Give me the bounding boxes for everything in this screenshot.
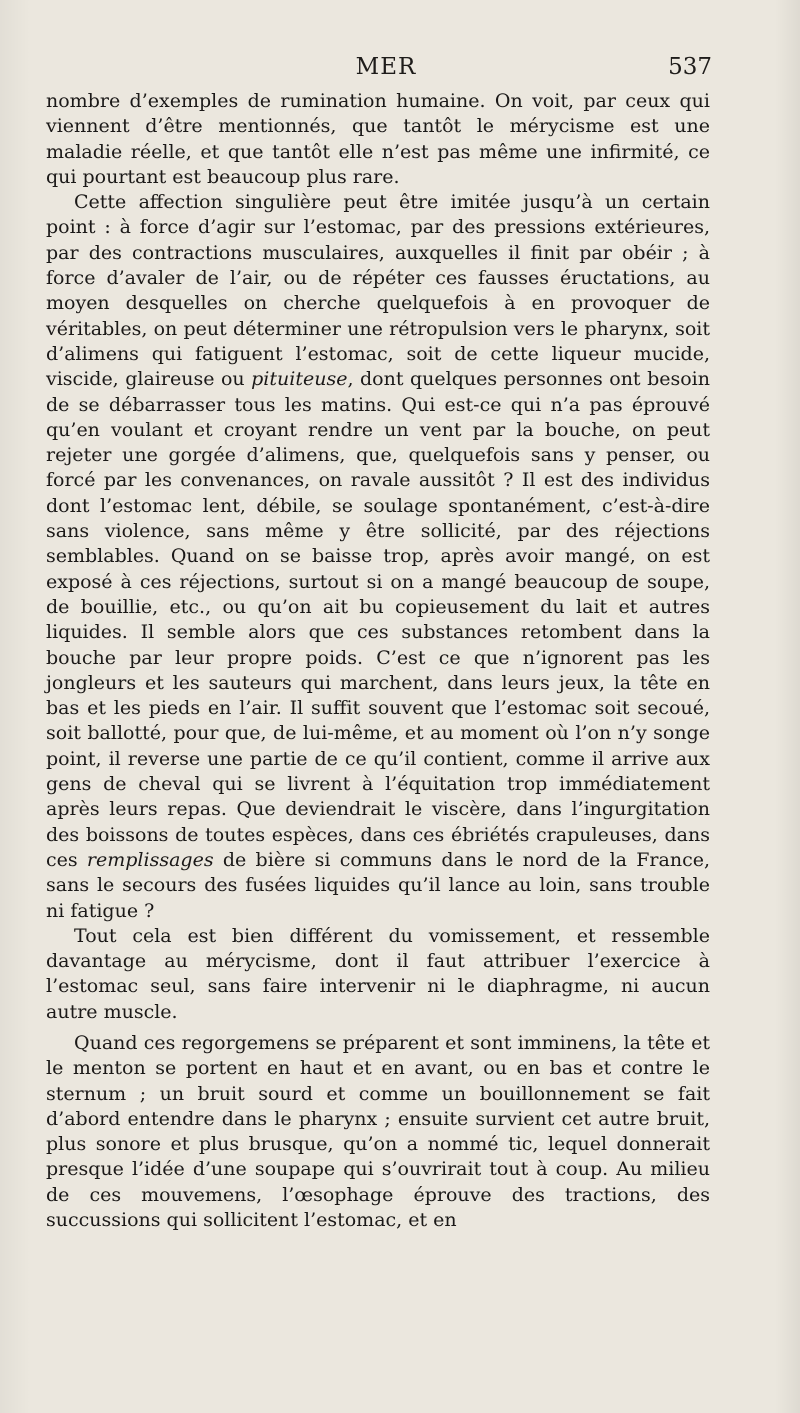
paragraph <box>46 190 710 924</box>
text-segment: de bière si communs dans le nord de la France, sans le secours des fusées liquides qu’il lance au loin, sans trouble ni fatigue ? <box>46 848 710 922</box>
text-segment: Cette affection singulière peut être imitée jusqu’à un certain point : à force d’agir sur l’estomac, par des pressions extérieures, par des contractions musculaires, auxquelles il finit par obéir ; à force d’avaler de l’air, ou de répéter ces fausses éructations, au moyen desquelles on cherche quelquefois à en provoquer de véritables, on peut déterminer une rétropulsion vers le pharynx, soit d’alimens qui fatiguent l’estomac, soit de cette liqueur mucide, viscide, glaireuse ou <box>46 191 710 391</box>
text-segment: Tout cela est bien différent du vomissement, et ressemble davantage au mérycisme, dont il faut attribuer l’exercice à l’estomac seul, sans faire intervenir ni le diaphragme, ni aucun autre muscle. <box>46 924 710 1023</box>
text-segment: , dont quelques personnes ont besoin de se débarrasser tous les matins. Qui est-ce qui n’a pas éprouvé qu’en voulant et croyant rendre un vent par la bouche, on peut rejeter une gorgée d’alimens, que, quelquefois sans y penser, ou forcé par les convenances, on ravale aussitôt ? Il est des individus dont l’estomac lent, débile, se soulage spontanément, c’est-à-dire sans violence, sans même y être sollicité, par des réjections semblables. Quand on se baisse trop, après avoir mangé, on est exposé à ces réjections, surtout si on a mangé beaucoup de soupe, de bouillie, etc., ou qu’on ait bu copieusement du lait et autres liquides. Il semble alors que ces substances retombent dans la bouche par leur propre poids. C’est ce que n’ignorent pas les jongleurs et les sauteurs qui marchent, dans leurs jeux, la tête en bas et les pieds en l’air. Il suffit souvent que l’estomac soit secoué, soit ballotté, pour que, de lui-même, et au moment où l’on n’y songe point, il reverse une partie de ce qu’il contient, comme il arrive aux gens de cheval qui se livrent à l’équitation trop immédiatement après leurs repas. Que deviendrait le viscère, dans l’ingurgitation des boissons de toutes espèces, dans ces ébriétés crapuleuses, dans ces <box>46 368 710 871</box>
italic-term: pituiteuse <box>251 368 348 391</box>
paragraph <box>46 1031 710 1233</box>
italic-term: remplissages <box>86 848 214 871</box>
paragraph <box>46 89 710 190</box>
body-text <box>46 89 710 1233</box>
running-head-title: MER <box>355 54 417 80</box>
running-head <box>44 52 712 92</box>
page-number: 537 <box>668 54 712 80</box>
text-segment: nombre d’exemples de rumination humaine. On voit, par ceux qui viennent d’être mentionnés, que tantôt le mérycisme est une maladie réelle, et que tantôt elle n’est pas même une infirmité, ce qui pourtant est beaucoup plus rare. <box>46 90 710 188</box>
text-segment: Quand ces regorgemens se préparent et sont imminens, la tête et le menton se portent en haut et en avant, ou en bas et contre le sternum ; un bruit sourd et comme un bouillonnement se fait d’abord entendre dans le pharynx ; ensuite survient cet autre bruit, plus sonore et plus brusque, qu’on a nommé tic, lequel donnerait presque l’idée d’une soupape qui s’ouvrirait tout à coup. Au milieu de ces mouvemens, l’œsophage éprouve des tractions, des succussions qui sollicitent l’estomac, et en <box>46 1031 710 1232</box>
paragraph <box>46 924 710 1025</box>
